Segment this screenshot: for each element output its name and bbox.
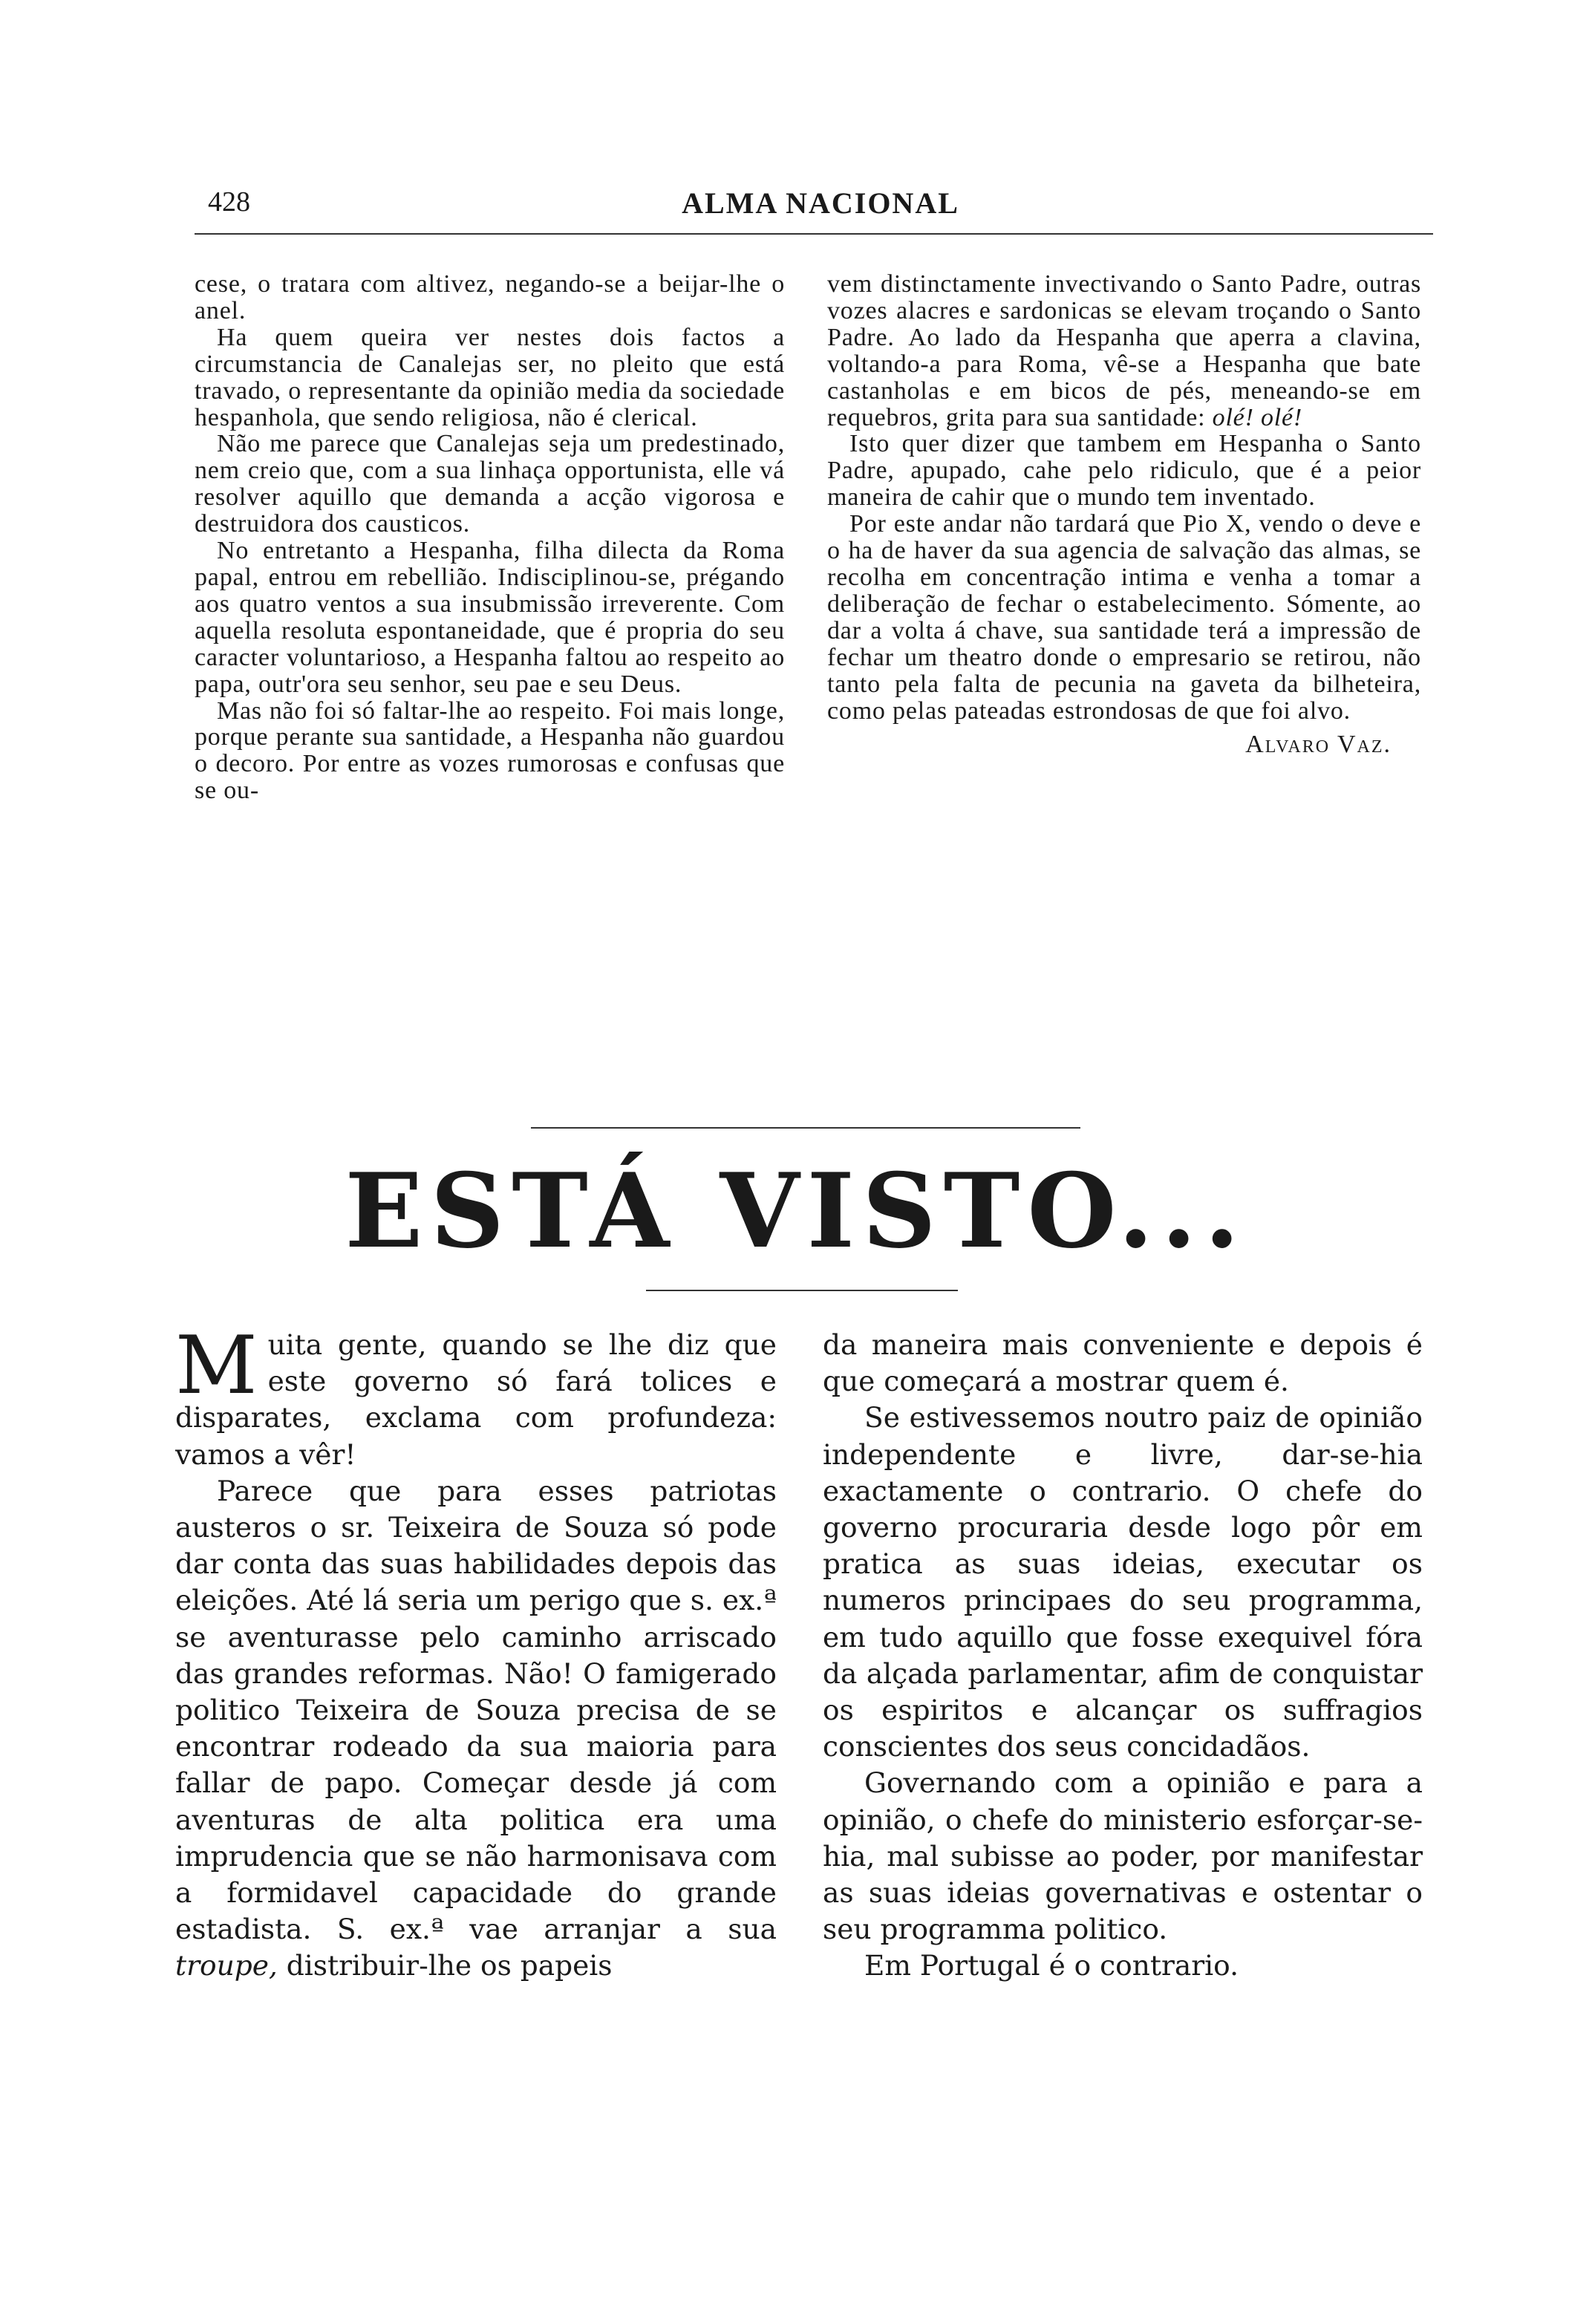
paragraph: Em Portugal é o contrario. bbox=[864, 1949, 1239, 1982]
paragraph: Por este andar não tardará que Pio X, vendo o deve e o ha de haver da sua agencia de salvação das almas, se recolha em concentração intima e venha a tomar a deliberação de fechar o estabelecimento. Sómente, ao dar a volta á chave, sua santidade terá a impressão de fechar um theatro donde o empresario se retirou, não tanto pela falta de pecunia na gaveta da bilheteira, como pelas pateadas estrondosas de que foi alvo. bbox=[827, 510, 1421, 725]
paragraph bbox=[175, 1473, 777, 1985]
italic-word: troupe, bbox=[175, 1949, 278, 1982]
previous-article-left-column bbox=[195, 271, 785, 804]
page-header bbox=[208, 186, 1433, 227]
running-title: ALMA NACIONAL bbox=[682, 186, 959, 220]
header-rule bbox=[195, 233, 1433, 235]
paragraph: Governando com a opinião e para a opinião, o chefe do ministerio esforçar-se-hia, mal subisse ao poder, por manifestar as suas ideias governativas e ostentar o seu programma politico. bbox=[823, 1766, 1423, 1946]
paragraph: Não me parece que Canalejas seja um predestinado, nem creio que, com a sua linhaça opportunista, elle vá resolver aquillo que demanda a acção vigorosa e destruidora dos causticos. bbox=[195, 430, 785, 538]
headline-rule-bottom bbox=[646, 1290, 958, 1291]
paragraph: da maneira mais conveniente e depois é que começará a mostrar quem é. bbox=[823, 1328, 1423, 1398]
paragraph-text: uita gente, quando se lhe diz que este governo só fará tolices e disparates, exclama com profundeza: vamos a vêr! bbox=[175, 1328, 777, 1471]
article-left-column bbox=[175, 1319, 777, 1985]
page-number: 428 bbox=[208, 186, 250, 218]
paragraph: Ha quem queira ver nestes dois factos a circumstancia de Canalejas ser, no pleito que está travado, o representante da opinião media da sociedade hespanhola, que sendo religiosa, não é clerical. bbox=[195, 323, 785, 431]
previous-article-right-column bbox=[827, 271, 1421, 758]
paragraph-text: distribuir-lhe os papeis bbox=[277, 1949, 613, 1982]
author-signature: Alvaro Vaz. bbox=[1245, 731, 1392, 759]
paragraph bbox=[175, 1319, 777, 1473]
paragraph: cese, o tratara com altivez, negando-se a beijar-lhe o anel. bbox=[195, 270, 785, 324]
paragraph: Se estivessemos noutro paiz de opinião independente e livre, dar-se-hia exactamente o contrario. O chefe do governo procuraria desde logo pôr em pratica as suas ideias, executar os numeros principaes do seu programma, em tudo aquillo que fosse exequivel fóra da alçada parlamentar, afim de conquistar os espiritos e alcançar os suffragios conscientes dos seus concidadãos. bbox=[823, 1401, 1423, 1763]
paragraph: Isto quer dizer que tambem em Hespanha o Santo Padre, apupado, cahe pelo ridiculo, que é a peior maneira de cahir que o mundo tem inventado. bbox=[827, 430, 1421, 512]
paragraph-text: Parece que para esses patriotas austeros o sr. Teixeira de Souza só pode dar conta das suas habilidades depois das eleições. Até lá seria um perigo que s. ex.ª se aventurasse pelo caminho arriscado das grandes reformas. Não! O famigerado politico Teixeira de Souza precisa de se encontrar rodeado da sua maioria para fallar de papo. Começar desde já com aventuras de alta politica era uma imprudencia que se não harmonisava com a formidavel capacidade do grande estadista. S. ex.ª vae arranjar a sua bbox=[175, 1474, 777, 1946]
article-right-column bbox=[823, 1327, 1423, 1985]
paragraph bbox=[827, 271, 1421, 431]
headline-rule-top bbox=[531, 1127, 1080, 1129]
paragraph: No entretanto a Hespanha, filha dilecta da Roma papal, entrou em rebellião. Indisciplinou-se, prégando aos quatro ventos a sua insubmissão irreverente. Com aquella resoluta espontaneidade, que é propria do seu caracter voluntarioso, a Hespanha faltou ao respeito ao papa, outr'ora seu senhor, seu pae e seu Deus. bbox=[195, 537, 785, 698]
paragraph: Mas não foi só faltar-lhe ao respeito. Foi mais longe, porque perante sua santidade, a Hespanha não guardou o decoro. Por entre as vozes rumorosas e confusas que se ou- bbox=[195, 696, 785, 805]
paragraph-text: vem distinctamente invectivando o Santo Padre, outras vozes alacres e sardonicas se elevam troçando o Santo Padre. Ao lado da Hespanha que aperra a clavina, voltando-a para Roma, vê-se a Hespanha que bate castanholas e em bicos de pés, meneando-se em requebros, grita para sua santidade: bbox=[827, 270, 1421, 431]
drop-cap: M bbox=[175, 1319, 258, 1412]
italic-exclamation: olé! olé! bbox=[1212, 403, 1303, 431]
article-headline: ESTÁ VISTO... bbox=[345, 1150, 1247, 1271]
